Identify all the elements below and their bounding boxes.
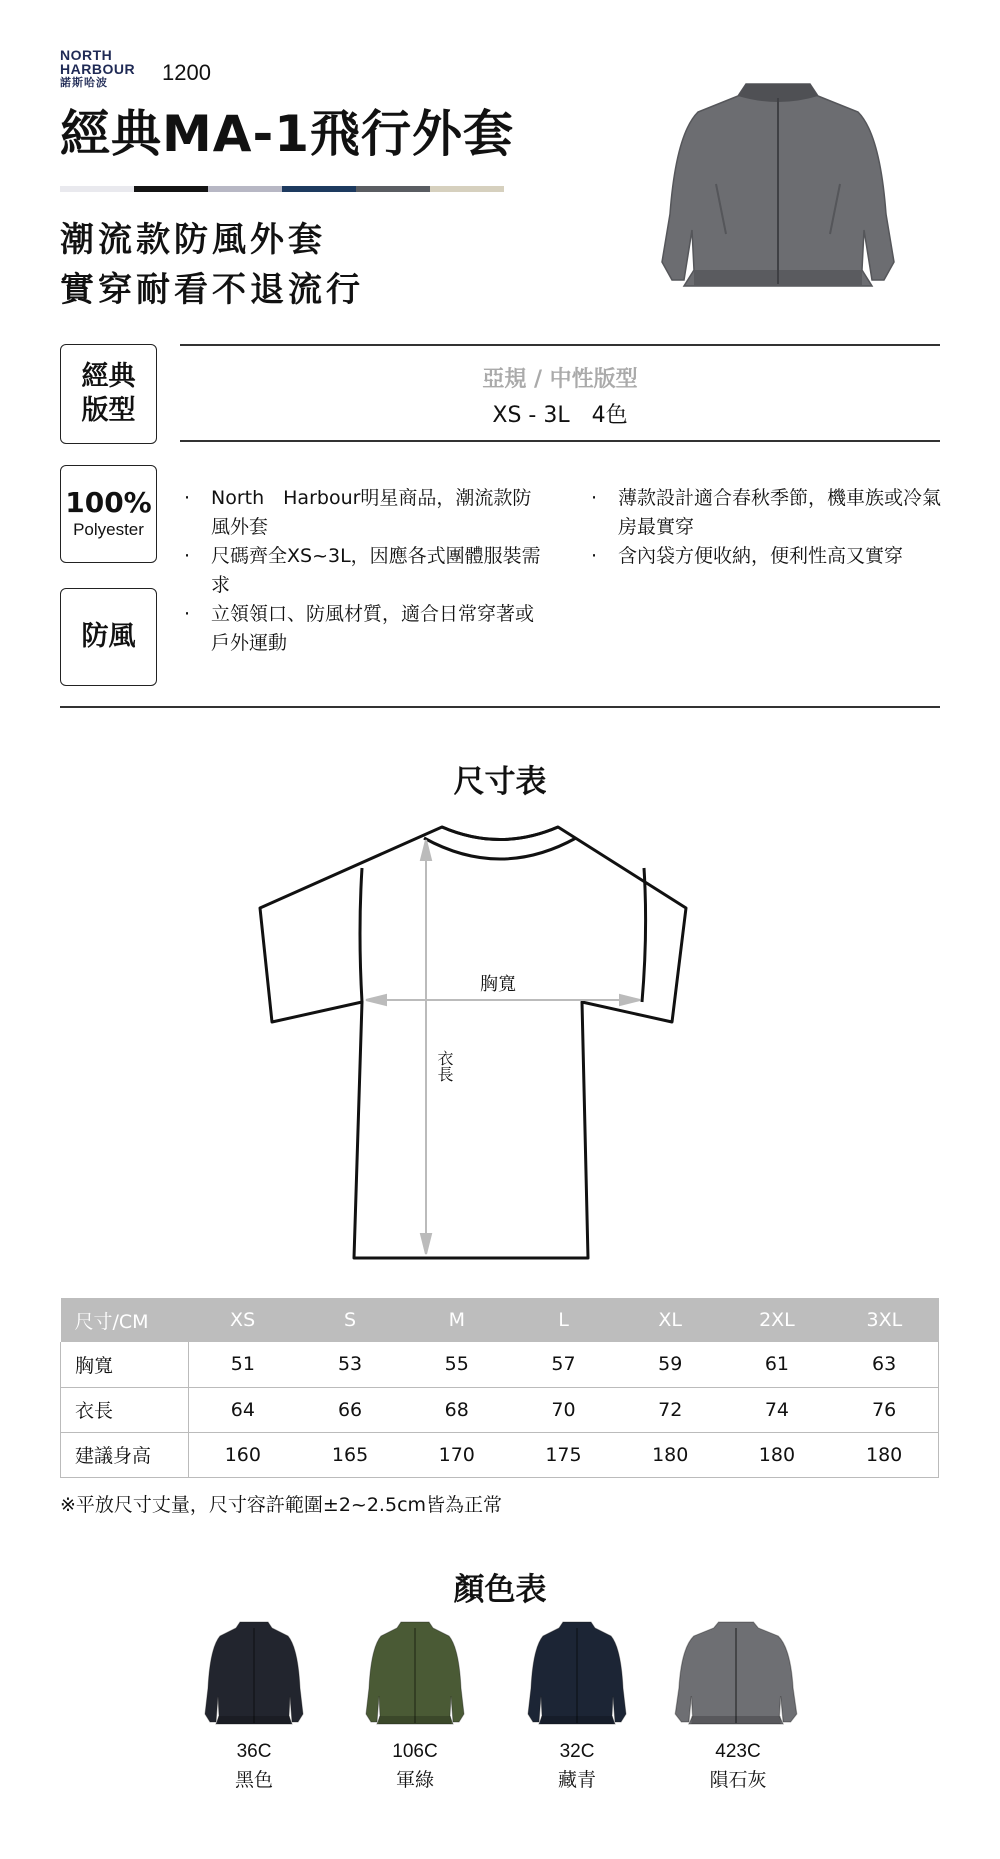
size-note: ※平放尺寸丈量，尺寸容許範圍±2~2.5cm皆為正常: [60, 1494, 503, 1516]
swatch: [208, 186, 282, 192]
color-jacket-icon: [365, 1618, 465, 1730]
table-row: [61, 1432, 939, 1477]
material-badge: [60, 465, 157, 563]
brand-line1: NORTH: [60, 47, 113, 63]
table-cell: 59: [617, 1342, 724, 1387]
table-cell: 57: [510, 1342, 617, 1387]
swatch: [134, 186, 208, 192]
table-header-cell: 3XL: [830, 1298, 938, 1342]
table-header-cell: 尺寸/CM: [61, 1298, 189, 1342]
wind-badge-label: 防風: [81, 621, 136, 652]
fit-size: XS - 3L 4色: [492, 403, 628, 428]
neckline: [442, 827, 558, 840]
table-cell: 70: [510, 1387, 617, 1432]
feature-item: · North Harbour明星商品，潮流款防風外套: [178, 484, 543, 542]
feature-item: · 立領領口、防風材質，適合日常穿著或戶外運動: [178, 600, 543, 658]
table-row: [61, 1342, 939, 1387]
swatch: [356, 186, 430, 192]
table-cell: 76: [830, 1387, 938, 1432]
fit-badge-line2: 版型: [81, 395, 136, 426]
color-name: 軍綠: [395, 1769, 434, 1791]
table-cell: 55: [403, 1342, 510, 1387]
color-code: 36C: [236, 1741, 272, 1762]
table-cell: 建議身高: [61, 1432, 189, 1477]
color-name: 藏青: [557, 1769, 596, 1791]
accent-swatches: [60, 186, 504, 192]
arrow-icon: [421, 840, 431, 860]
color-name: 隕石灰: [709, 1769, 767, 1791]
table-header-cell: XL: [617, 1298, 724, 1342]
chest-label: 胸寬: [480, 974, 516, 995]
size-chart-title: 尺寸表: [453, 764, 547, 800]
table-row: [61, 1387, 939, 1432]
table-cell: 180: [617, 1432, 724, 1477]
brand-logo: [60, 48, 160, 90]
feature-item: · 含內袋方便收納，便利性高又實穿: [585, 542, 945, 571]
collar-icon: [424, 838, 576, 859]
right-sleeve-seam: [642, 868, 646, 1002]
table-cell: 53: [297, 1342, 404, 1387]
table-cell: 170: [403, 1432, 510, 1477]
table-cell: 胸寬: [61, 1342, 189, 1387]
wind-badge: [60, 588, 157, 686]
jacket-icon: [662, 84, 894, 286]
color-item: [507, 1738, 647, 1794]
color-code: 32C: [559, 1741, 595, 1762]
fit-type: 亞規 / 中性版型: [482, 367, 638, 392]
table-cell: 180: [724, 1432, 831, 1477]
table-cell: 165: [297, 1432, 404, 1477]
arrow-icon: [366, 995, 386, 1005]
feature-item: · 尺碼齊全XS~3L，因應各式團體服裝需求: [178, 542, 543, 600]
divider: [60, 706, 940, 708]
feature-item: · 薄款設計適合春秋季節，機車族或冷氣房最實穿: [585, 484, 945, 542]
table-header-cell: L: [510, 1298, 617, 1342]
arrow-icon: [421, 1234, 431, 1254]
table-cell: 61: [724, 1342, 831, 1387]
color-item: [345, 1738, 485, 1794]
color-item: [184, 1738, 324, 1794]
table-header-cell: XS: [189, 1298, 297, 1342]
color-item: [668, 1738, 808, 1794]
table-header-cell: S: [297, 1298, 404, 1342]
table-cell: 68: [403, 1387, 510, 1432]
table-cell: 72: [617, 1387, 724, 1432]
feature-list-left: [178, 484, 543, 658]
table-cell: 160: [189, 1432, 297, 1477]
table-header-row: [61, 1298, 939, 1342]
table-cell: 175: [510, 1432, 617, 1477]
slogan-line-1: 潮流款防風外套: [60, 220, 326, 260]
table-header-cell: 2XL: [724, 1298, 831, 1342]
table-header-cell: M: [403, 1298, 510, 1342]
table-cell: 63: [830, 1342, 938, 1387]
brand-line3: 諾斯哈波: [60, 77, 108, 89]
tshirt-outline: [260, 827, 686, 1258]
arrow-icon: [620, 995, 640, 1005]
color-chart-title: 顏色表: [453, 1572, 547, 1608]
color-jacket-icon: [674, 1618, 798, 1730]
slogan-line-2: 實穿耐看不退流行: [60, 270, 364, 310]
color-jacket-icon: [527, 1618, 627, 1730]
material-name: Polyester: [73, 520, 144, 539]
table-cell: 64: [189, 1387, 297, 1432]
swatch: [60, 186, 134, 192]
table-cell: 衣長: [61, 1387, 189, 1432]
brand-line2: HARBOUR: [60, 61, 136, 77]
product-title: 經典MA-1飛行外套: [60, 105, 514, 163]
left-sleeve-seam: [360, 868, 362, 1002]
size-table: [60, 1298, 939, 1478]
swatch: [282, 186, 356, 192]
feature-list-right: [585, 484, 945, 571]
hero-jacket-image: [658, 74, 898, 310]
color-name: 黑色: [234, 1769, 273, 1791]
table-cell: 51: [189, 1342, 297, 1387]
table-cell: 66: [297, 1387, 404, 1432]
material-percent: 100%: [65, 486, 152, 519]
fit-badge-line1: 經典: [81, 361, 136, 392]
fit-badge: [60, 344, 157, 444]
divider: [180, 344, 940, 346]
divider: [180, 440, 940, 442]
color-jacket-icon: [204, 1618, 304, 1730]
product-code: 1200: [162, 60, 211, 85]
table-cell: 74: [724, 1387, 831, 1432]
length-label: 衣長: [435, 1050, 454, 1082]
color-code: 106C: [392, 1741, 438, 1762]
table-cell: 180: [830, 1432, 938, 1477]
garment-diagram: [258, 822, 744, 1262]
swatch: [430, 186, 504, 192]
color-code: 423C: [715, 1741, 761, 1762]
